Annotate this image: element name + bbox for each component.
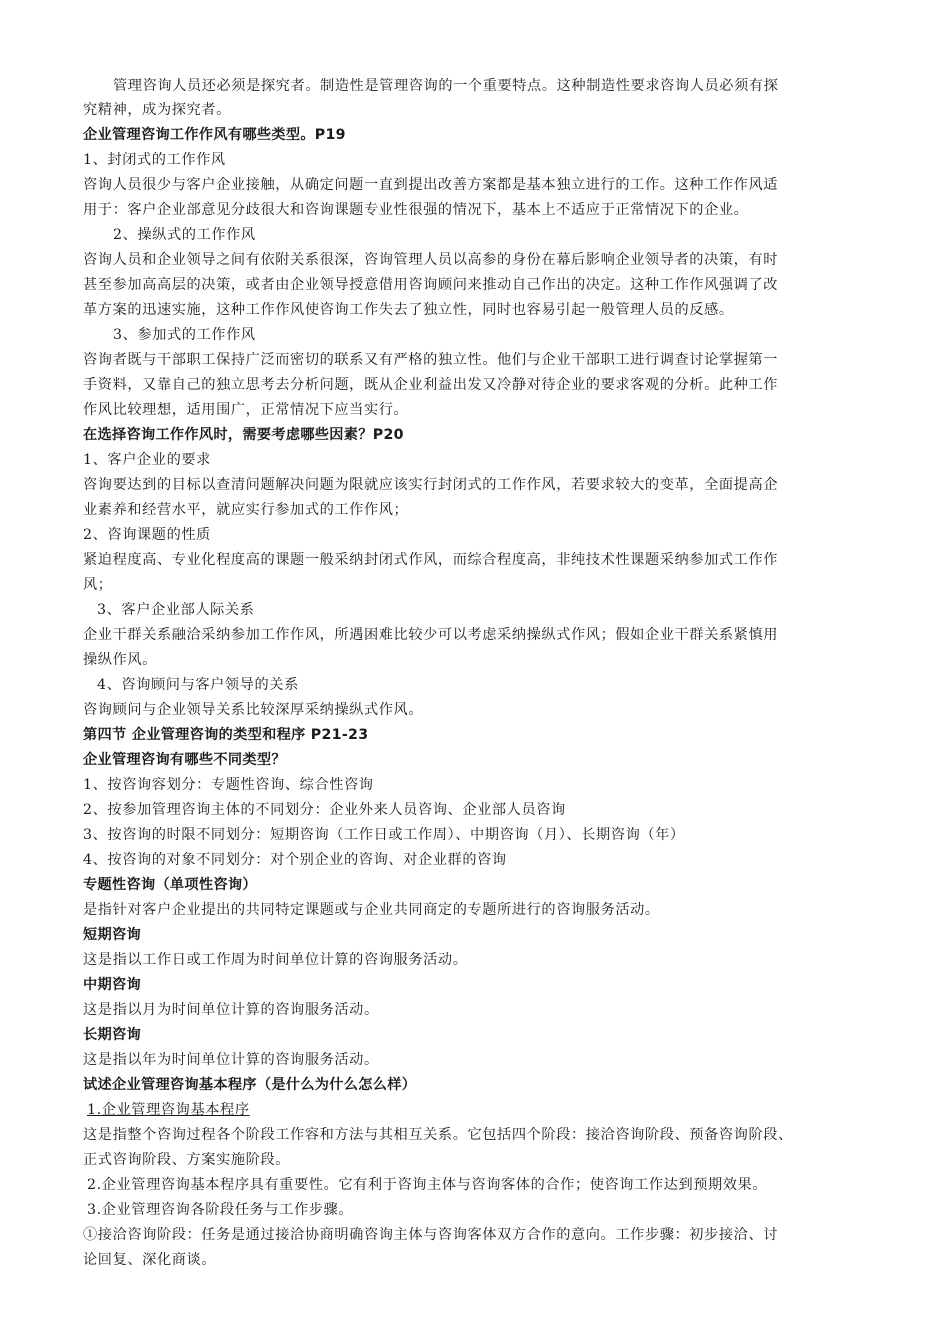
section-heading: 在选择咨询工作作风时，需要考虑哪些因素？P20 xyxy=(83,427,404,443)
subheading: 2、咨询课题的性质 xyxy=(83,527,211,543)
paragraph-line: 紧迫程度高、专业化程度高的课题一般采纳封闭式作风，而综合程度高，非纯技术性课题采纳参加式工作作 xyxy=(83,552,779,568)
paragraph-line: 手资料，又靠自己的独立思考去分析问题，既从企业利益出发又冷静对待企业的要求客观的分析。此种工作 xyxy=(83,377,779,393)
term-heading: 专题性咨询（单项性咨询） xyxy=(83,877,257,893)
paragraph-line: 咨询要达到的目标以查清问题解决问题为限就应该实行封闭式的工作作风，若要求较大的变革，全面提高企 xyxy=(83,477,779,493)
section-heading: 第四节 企业管理咨询的类型和程序 P21-23 xyxy=(83,727,369,743)
paragraph-line: 甚至参加高高层的决策，或者由企业领导授意借用咨询顾问来推动自己作出的决定。这种工作作风强调了改 xyxy=(83,277,779,293)
paragraph-line: 究精神，成为探究者。 xyxy=(83,102,231,118)
paragraph-line: 这是指以工作日或工作周为时间单位计算的咨询服务活动。 xyxy=(83,952,468,968)
paragraph-line: 业素养和经营水平，就应实行参加式的工作作风； xyxy=(83,502,409,518)
paragraph-line: 这是指整个咨询过程各个阶段工作容和方法与其相互关系。它包括四个阶段：接洽咨询阶段、预备咨询阶段、 xyxy=(83,1127,793,1143)
paragraph-line: 这是指以年为时间单位计算的咨询服务活动。 xyxy=(83,1052,379,1068)
paragraph-line: 操纵作风。 xyxy=(83,652,157,668)
section-heading: 试述企业管理咨询基本程序（是什么为什么怎么样） xyxy=(83,1077,417,1093)
paragraph-line: 作风比较理想，适用围广，正常情况下应当实行。 xyxy=(83,402,409,418)
term-heading: 短期咨询 xyxy=(83,927,141,943)
paragraph-line: ①接洽咨询阶段：任务是通过接洽协商明确咨询主体与咨询客体双方合作的意向。工作步骤：初步接洽、讨 xyxy=(83,1227,779,1243)
term-heading: 中期咨询 xyxy=(83,977,141,993)
section-heading: 企业管理咨询工作作风有哪些类型。P19 xyxy=(83,127,346,143)
list-item: 3、按咨询的时限不同划分：短期咨询（工作日或工作周）、中期咨询（月）、长期咨询（年） xyxy=(83,827,685,843)
subheading: 2、操纵式的工作作风 xyxy=(113,227,256,243)
paragraph-line: 咨询人员和企业领导之间有依附关系很深，咨询管理人员以高参的身份在幕后影响企业领导者的决策，有时 xyxy=(83,252,779,268)
subheading: 1、封闭式的工作作风 xyxy=(83,152,226,168)
subheading: 4、咨询顾问与客户领导的关系 xyxy=(97,677,299,693)
paragraph-line: 风； xyxy=(83,577,113,593)
paragraph-line: 革方案的迅速实施，这种工作作风使咨询工作失去了独立性，同时也容易引起一般管理人员的反感。 xyxy=(83,302,734,318)
list-item: 1、按咨询容划分：专题性咨询、综合性咨询 xyxy=(83,777,374,793)
paragraph-line: 用于：客户企业部意见分歧很大和咨询课题专业性很强的情况下，基本上不适应于正常情况下的企业。 xyxy=(83,202,749,218)
paragraph-line: 这是指以月为时间单位计算的咨询服务活动。 xyxy=(83,1002,379,1018)
paragraph-line: 企业干群关系融洽采纳参加工作作风，所遇困难比较少可以考虑采纳操纵式作风；假如企业干群关系紧慎用 xyxy=(83,627,779,643)
subheading: 3、客户企业部人际关系 xyxy=(97,602,255,618)
list-item: 4、按咨询的对象不同划分：对个别企业的咨询、对企业群的咨询 xyxy=(83,852,507,868)
paragraph-line: 论回复、深化商谈。 xyxy=(83,1252,217,1268)
paragraph-line: 咨询者既与干部职工保持广泛而密切的联系又有严格的独立性。他们与企业干部职工进行调查讨论掌握第一 xyxy=(83,352,779,368)
term-heading: 长期咨询 xyxy=(83,1027,141,1043)
paragraph-line: 2.企业管理咨询基本程序具有重要性。它有利于咨询主体与咨询客体的合作；使咨询工作达到预期效果。 xyxy=(87,1177,768,1193)
section-heading: 企业管理咨询有哪些不同类型？ xyxy=(83,752,286,768)
paragraph-line: 咨询人员很少与客户企业接触，从确定问题一直到提出改善方案都是基本独立进行的工作。这种工作作风适 xyxy=(83,177,779,193)
list-item: 2、按参加管理咨询主体的不同划分：企业外来人员咨询、企业部人员咨询 xyxy=(83,802,566,818)
underlined-subheading: 1.企业管理咨询基本程序 xyxy=(87,1102,250,1118)
paragraph-line: 咨询顾问与企业领导关系比较深厚采纳操纵式作风。 xyxy=(83,702,424,718)
paragraph-line: 管理咨询人员还必须是探究者。制造性是管理咨询的一个重要特点。这种制造性要求咨询人员必须有探 xyxy=(113,78,779,94)
paragraph-line: 是指针对客户企业提出的共同特定课题或与企业共同商定的专题所进行的咨询服务活动。 xyxy=(83,902,660,918)
subheading: 3、参加式的工作作风 xyxy=(113,327,256,343)
paragraph-line: 正式咨询阶段、方案实施阶段。 xyxy=(83,1152,291,1168)
paragraph-line: 3.企业管理咨询各阶段任务与工作步骤。 xyxy=(87,1202,354,1218)
subheading: 1、客户企业的要求 xyxy=(83,452,211,468)
